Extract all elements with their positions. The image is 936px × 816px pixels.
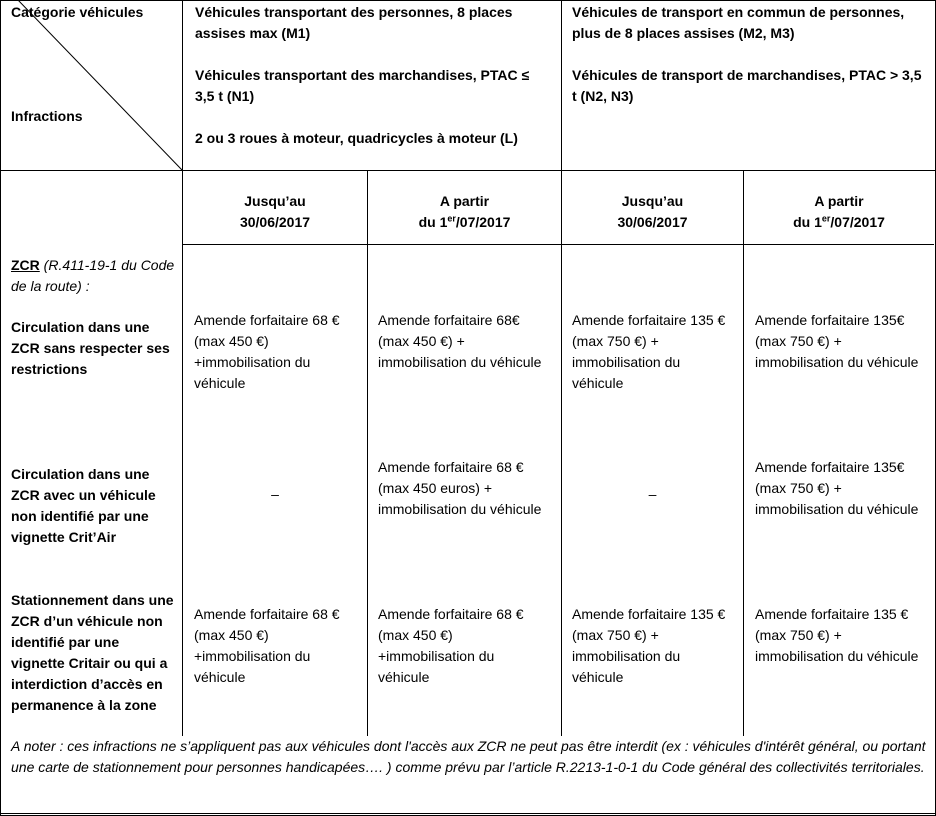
period-from-g1: A partir du 1er/07/2017 <box>418 193 511 230</box>
fine-cell: Amende forfaitaire 68 € (max 450 euros) + immobilisation du véhicule <box>378 459 542 517</box>
offences-label: Infractions <box>11 108 83 124</box>
rule-group-split <box>561 0 562 736</box>
fine-cell-empty: – <box>648 486 657 502</box>
period-until-g1: Jusqu’au 30/06/2017 <box>239 193 311 230</box>
fine-cell: Amende forfaitaire 68 € (max 450 €) +immobilisation du véhicule <box>194 606 340 685</box>
fine-cell: Amende forfaitaire 135 € (max 750 €) + immobilisation du véhicule <box>572 606 726 685</box>
period-until-g2: Jusqu’au 30/06/2017 <box>617 193 688 230</box>
fine-cell: Amende forfaitaire 135 € (max 750 €) + immobilisation du véhicule <box>572 312 726 391</box>
row-label: Circulation dans une ZCR avec un véhicule non identifié par une vignette Crit’Air <box>11 466 156 545</box>
group1-l: 2 ou 3 roues à moteur, quadricycles à moteur (L) <box>195 130 518 146</box>
category-label: Catégorie véhicules <box>11 4 144 20</box>
group2-n2n3: Véhicules de transport de marchandises, PTAC > 3,5 t (N2, N3) <box>572 67 922 104</box>
period-from-g2: A partir du 1er/07/2017 <box>793 193 885 230</box>
fine-cell: Amende forfaitaire 68€ (max 450 €) + immobilisation du véhicule <box>378 312 542 370</box>
group1-m1: Véhicules transportant des personnes, 8 places assises max (M1) <box>195 4 513 41</box>
zcr-title: ZCR <box>11 257 40 273</box>
fine-cell: Amende forfaitaire 135€ (max 750 €) + immobilisation du véhicule <box>755 459 919 517</box>
row-label: Stationnement dans une ZCR d’un véhicule non identifié par une vignette Critair ou qui a interdiction d’accès en permanence à la zone <box>11 592 174 713</box>
fine-cell: Amende forfaitaire 68 € (max 450 €) +immobilisation du véhicule <box>194 312 340 391</box>
fine-cell-empty: – <box>271 486 279 502</box>
footnote: A noter : ces infractions ne s’appliquent pas aux véhicules dont l'accès aux ZCR ne peut pas être interdit (ex : véhicules d'intérêt général, ou portant une carte de stationnement pour personnes handicapées…. ) comme prévu par l’article R.2213-1-0-1 du Code général des collectivités territoriales. <box>11 738 926 775</box>
rule-bottom <box>0 813 936 814</box>
fine-cell: Amende forfaitaire 135€ (max 750 €) + immobilisation du véhicule <box>755 312 919 370</box>
group2-m2m3: Véhicules de transport en commun de personnes, plus de 8 places assises (M2, M3) <box>572 4 905 41</box>
vehicle-group-2 <box>572 2 922 107</box>
rule-col5 <box>743 170 744 736</box>
vehicle-group-1 <box>195 2 545 149</box>
row-label: Circulation dans une ZCR sans respecter ses restrictions <box>11 319 170 377</box>
fine-cell: Amende forfaitaire 68 € (max 450 €) +immobilisation du véhicule <box>378 606 524 685</box>
rule-under-periods <box>182 244 934 245</box>
corner-diagonal <box>0 0 183 171</box>
group1-n1: Véhicules transportant des marchandises, PTAC ≤ 3,5 t (N1) <box>195 67 530 104</box>
fine-cell: Amende forfaitaire 135 € (max 750 €) + immobilisation du véhicule <box>755 606 919 664</box>
zcr-legal-ref: (R.411-19-1 du Code de la route) : <box>11 257 175 294</box>
rule-col3 <box>367 170 368 736</box>
zcr-heading <box>11 255 176 297</box>
